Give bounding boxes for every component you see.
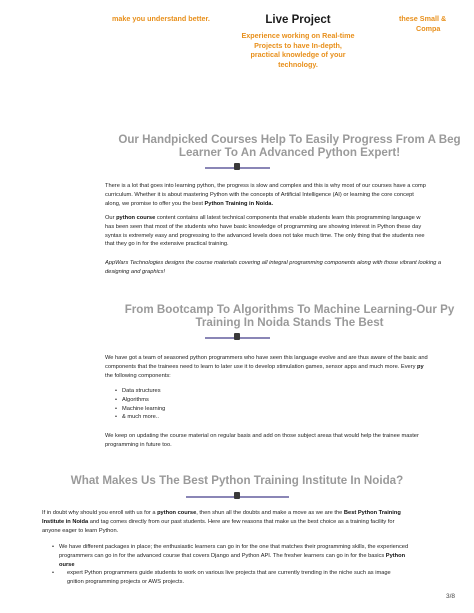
list-item — [48, 569, 462, 587]
components-list — [111, 387, 311, 422]
section1-heading — [105, 133, 474, 160]
bold-run: python course — [116, 215, 156, 221]
bold-run: Python — [385, 552, 406, 559]
text-line: the following components: — [105, 372, 171, 379]
text-run: content contains all latest technical components that enable students learn this programming language w — [155, 215, 421, 221]
live-project-title: Live Project — [265, 14, 331, 26]
section2-heading-line: From Bootcamp To Algorithms To Machine Learning-Our Py — [124, 303, 455, 316]
text-line — [42, 518, 462, 527]
live-desc-line: technology. — [278, 60, 318, 70]
text-line: anyone eager to learn Python. — [42, 527, 119, 534]
text-run: programmers can go in for the advanced course that covers Django and Python API. The fresher learners can go in for the basics — [59, 552, 386, 559]
bold-run: py — [417, 363, 424, 370]
text-line — [59, 561, 462, 570]
text-line: gnition programming projects or AWS projects. — [67, 579, 185, 586]
text-line: • expert Python programmers guide students to work on various live projects that are currently trending in the niche such as image — [67, 570, 391, 577]
section1-paragraph-2 — [105, 214, 474, 249]
list-item — [48, 543, 462, 569]
section1-heading-line: Learner To An Advanced Python Expert! — [178, 146, 401, 160]
list-item: • Algorithms — [111, 396, 311, 405]
text-line — [42, 509, 462, 518]
live-project-description — [237, 31, 359, 70]
text-line: designing and graphics! — [105, 268, 166, 275]
bold-run: Best Python Training — [343, 510, 401, 516]
bold-run: python course — [157, 510, 197, 516]
bold-run: ourse — [59, 561, 75, 568]
text-line — [105, 200, 474, 209]
live-desc-line: Projects to have In-depth, — [254, 40, 342, 50]
page-number: 3/8 — [446, 593, 456, 600]
top-right-line: Compa — [416, 23, 441, 33]
text-line: that they go in for the extensive practical training. — [105, 241, 229, 248]
person-icon — [234, 492, 240, 499]
text-run: If in doubt why should you enroll with us for a — [42, 510, 158, 516]
bold-run: Institute in Noida — [42, 518, 89, 525]
top-right-line: these Small & — [399, 14, 447, 23]
person-icon — [234, 333, 240, 340]
section3-heading: What Makes Us The Best Python Training Institute In Noida? — [70, 474, 404, 487]
text-run: Our — [105, 215, 117, 221]
text-line: programming in future too. — [105, 441, 172, 448]
list-item: • Machine learning — [111, 405, 311, 414]
section3-paragraph-1 — [42, 509, 462, 535]
top-left-fragment: make you understand better. — [112, 14, 210, 23]
text-line — [59, 552, 462, 561]
top-right-fragment — [399, 14, 474, 33]
text-run: and tag comes directly from our past students. Here are few reasons that make us the best choice as a training facility for — [88, 518, 395, 525]
text-line: curriculum. Whether it is about mastering Python with the concepts of Artificial Intelligence (AI) or learning the core concept — [105, 191, 414, 198]
text-line: • We have different packages in place; the enthusiastic learners can go in for the one that matches their programming skills, the experienced — [59, 544, 409, 550]
text-line: AppWars Technologies designs the course materials covering all integral programming components along with those vibrant looking a — [105, 260, 442, 266]
section2-heading — [105, 303, 474, 330]
section2-paragraph-2 — [105, 432, 474, 450]
text-line: There is a lot that goes into learning python, the progress is slow and complex and this is why most of our courses have a comp — [105, 183, 426, 189]
text-line — [105, 363, 474, 372]
text-run: components that the trainees need to learn to later use it to develop stimulation games, sensor apps and much more. Every — [105, 363, 418, 370]
list-item: • & much more.. — [111, 413, 311, 422]
reasons-list — [48, 543, 462, 587]
bold-run: Python Training in Noida. — [204, 200, 274, 207]
person-icon — [234, 163, 240, 170]
text-run: , then shun all the doubts and make a move as we are the — [196, 510, 344, 516]
section1-heading-line: Our Handpicked Courses Help To Easily Progress From A Beg — [118, 133, 461, 146]
live-desc-line: practical knowledge of your — [250, 50, 346, 60]
text-line: We have got a team of seasoned python programmers who have seen this language evolve and are thus aware of the basic and — [105, 355, 428, 361]
text-run: along, we promise to offer you the best — [105, 200, 205, 207]
text-line — [105, 214, 474, 223]
live-desc-line: Experience working on Real-time — [241, 31, 355, 40]
list-item: • Data structures — [111, 387, 311, 396]
text-line: syntax is extremely easy and progressing to the advanced levels does not take much time. The only thing that the students nee — [105, 232, 425, 239]
text-line: has been seen that most of the students who have basic knowledge of programming are showing interest in Python these day — [105, 223, 422, 230]
section1-paragraph-1 — [105, 182, 474, 208]
section2-paragraph-1 — [105, 354, 474, 380]
text-line: We keep on updating the course material on regular basis and add on those subject areas that would help the trainee master — [105, 433, 419, 439]
section1-paragraph-3 — [105, 259, 474, 277]
section2-heading-line: Training In Noida Stands The Best — [195, 316, 384, 330]
